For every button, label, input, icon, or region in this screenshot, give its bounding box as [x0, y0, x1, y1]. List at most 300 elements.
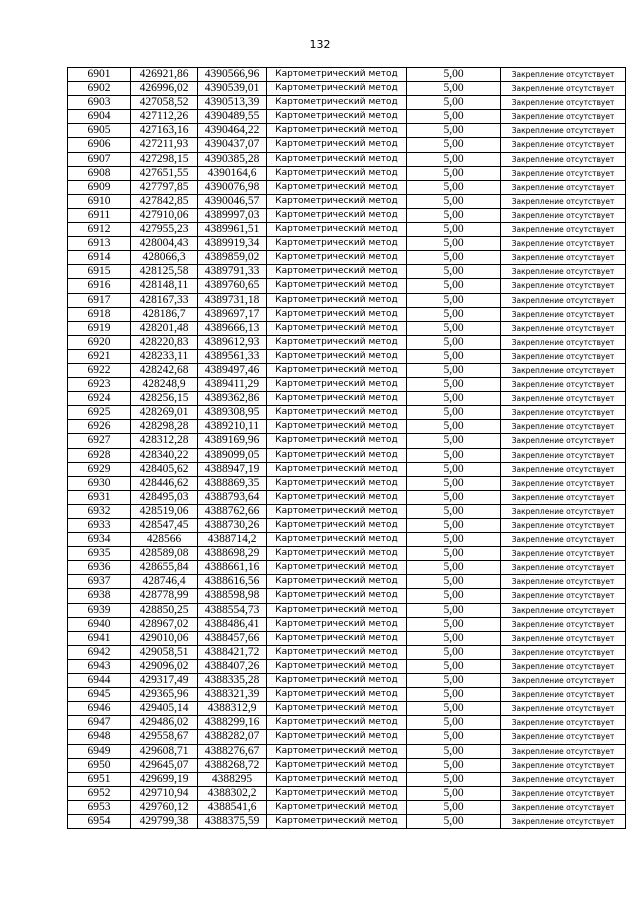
table-row: [68, 406, 626, 420]
y-coordinate-cell: 4389612,93: [198, 335, 267, 349]
table-row: [68, 659, 626, 673]
point-number-cell: 6939: [68, 603, 131, 617]
table-row: [68, 814, 626, 828]
x-coordinate-cell: 427955,23: [131, 223, 198, 237]
accuracy-cell: 5,00: [407, 321, 501, 335]
accuracy-cell: 5,00: [407, 617, 501, 631]
point-number-cell: 6935: [68, 547, 131, 561]
fixation-cell: Закрепление отсутствует: [501, 180, 626, 194]
table-row: [68, 251, 626, 265]
accuracy-cell: 5,00: [407, 378, 501, 392]
point-number-cell: 6941: [68, 631, 131, 645]
x-coordinate-cell: 426996,02: [131, 82, 198, 96]
y-coordinate-cell: 4388407,26: [198, 659, 267, 673]
point-number-cell: 6933: [68, 519, 131, 533]
fixation-cell: Закрепление отсутствует: [501, 490, 626, 504]
point-number-cell: 6903: [68, 96, 131, 110]
y-coordinate-cell: 4388282,07: [198, 730, 267, 744]
fixation-cell: Закрепление отсутствует: [501, 519, 626, 533]
accuracy-cell: 5,00: [407, 716, 501, 730]
fixation-cell: Закрепление отсутствует: [501, 533, 626, 547]
fixation-cell: Закрепление отсутствует: [501, 617, 626, 631]
table-row: [68, 786, 626, 800]
x-coordinate-cell: 428298,28: [131, 420, 198, 434]
fixation-cell: Закрепление отсутствует: [501, 659, 626, 673]
x-coordinate-cell: 428405,62: [131, 462, 198, 476]
y-coordinate-cell: 4389919,34: [198, 237, 267, 251]
accuracy-cell: 5,00: [407, 349, 501, 363]
accuracy-cell: 5,00: [407, 462, 501, 476]
accuracy-cell: 5,00: [407, 448, 501, 462]
table-row: [68, 434, 626, 448]
point-number-cell: 6952: [68, 786, 131, 800]
fixation-cell: Закрепление отсутствует: [501, 575, 626, 589]
fixation-cell: Закрепление отсутствует: [501, 786, 626, 800]
point-number-cell: 6904: [68, 110, 131, 124]
x-coordinate-cell: 429096,02: [131, 659, 198, 673]
y-coordinate-cell: 4389791,33: [198, 265, 267, 279]
fixation-cell: Закрепление отсутствует: [501, 744, 626, 758]
y-coordinate-cell: 4388661,16: [198, 561, 267, 575]
accuracy-cell: 5,00: [407, 392, 501, 406]
table-row: [68, 152, 626, 166]
method-cell: Картометрический метод: [267, 674, 407, 688]
y-coordinate-cell: 4388295: [198, 772, 267, 786]
method-cell: Картометрический метод: [267, 307, 407, 321]
method-cell: Картометрический метод: [267, 96, 407, 110]
fixation-cell: Закрепление отсутствует: [501, 335, 626, 349]
method-cell: Картометрический метод: [267, 124, 407, 138]
fixation-cell: Закрепление отсутствует: [501, 96, 626, 110]
x-coordinate-cell: 428312,28: [131, 434, 198, 448]
table-row: [68, 223, 626, 237]
x-coordinate-cell: 428519,06: [131, 504, 198, 518]
x-coordinate-cell: 428655,84: [131, 561, 198, 575]
method-cell: Картометрический метод: [267, 82, 407, 96]
fixation-cell: Закрепление отсутствует: [501, 208, 626, 222]
fixation-cell: Закрепление отсутствует: [501, 420, 626, 434]
table-row: [68, 208, 626, 222]
method-cell: Картометрический метод: [267, 589, 407, 603]
method-cell: Картометрический метод: [267, 603, 407, 617]
accuracy-cell: 5,00: [407, 208, 501, 222]
y-coordinate-cell: 4388302,2: [198, 786, 267, 800]
point-number-cell: 6916: [68, 279, 131, 293]
accuracy-cell: 5,00: [407, 138, 501, 152]
method-cell: Картометрический метод: [267, 645, 407, 659]
y-coordinate-cell: 4390489,55: [198, 110, 267, 124]
table-row: [68, 561, 626, 575]
y-coordinate-cell: 4390385,28: [198, 152, 267, 166]
y-coordinate-cell: 4390046,57: [198, 194, 267, 208]
point-number-cell: 6914: [68, 251, 131, 265]
fixation-cell: Закрепление отсутствует: [501, 674, 626, 688]
fixation-cell: Закрепление отсутствует: [501, 561, 626, 575]
accuracy-cell: 5,00: [407, 194, 501, 208]
x-coordinate-cell: 429699,19: [131, 772, 198, 786]
table-row: [68, 448, 626, 462]
y-coordinate-cell: 4389760,65: [198, 279, 267, 293]
point-number-cell: 6928: [68, 448, 131, 462]
point-number-cell: 6911: [68, 208, 131, 222]
accuracy-cell: 5,00: [407, 110, 501, 124]
accuracy-cell: 5,00: [407, 575, 501, 589]
accuracy-cell: 5,00: [407, 688, 501, 702]
fixation-cell: Закрепление отсутствует: [501, 194, 626, 208]
y-coordinate-cell: 4388375,59: [198, 814, 267, 828]
point-number-cell: 6917: [68, 293, 131, 307]
accuracy-cell: 5,00: [407, 307, 501, 321]
x-coordinate-cell: 428340,22: [131, 448, 198, 462]
method-cell: Картометрический метод: [267, 166, 407, 180]
table-row: [68, 194, 626, 208]
y-coordinate-cell: 4388335,28: [198, 674, 267, 688]
method-cell: Картометрический метод: [267, 279, 407, 293]
accuracy-cell: 5,00: [407, 645, 501, 659]
accuracy-cell: 5,00: [407, 786, 501, 800]
accuracy-cell: 5,00: [407, 674, 501, 688]
point-number-cell: 6943: [68, 659, 131, 673]
x-coordinate-cell: 426921,86: [131, 68, 198, 82]
accuracy-cell: 5,00: [407, 434, 501, 448]
table-row: [68, 575, 626, 589]
x-coordinate-cell: 428256,15: [131, 392, 198, 406]
point-number-cell: 6949: [68, 744, 131, 758]
fixation-cell: Закрепление отсутствует: [501, 307, 626, 321]
y-coordinate-cell: 4388554,73: [198, 603, 267, 617]
accuracy-cell: 5,00: [407, 758, 501, 772]
fixation-cell: Закрепление отсутствует: [501, 251, 626, 265]
accuracy-cell: 5,00: [407, 124, 501, 138]
fixation-cell: Закрепление отсутствует: [501, 547, 626, 561]
accuracy-cell: 5,00: [407, 490, 501, 504]
point-number-cell: 6947: [68, 716, 131, 730]
method-cell: Картометрический метод: [267, 575, 407, 589]
x-coordinate-cell: 429010,06: [131, 631, 198, 645]
accuracy-cell: 5,00: [407, 533, 501, 547]
point-number-cell: 6915: [68, 265, 131, 279]
accuracy-cell: 5,00: [407, 293, 501, 307]
table-row: [68, 124, 626, 138]
y-coordinate-cell: 4389997,03: [198, 208, 267, 222]
method-cell: Картометрический метод: [267, 730, 407, 744]
table-row: [68, 166, 626, 180]
table-row: [68, 631, 626, 645]
method-cell: Картометрический метод: [267, 547, 407, 561]
fixation-cell: Закрепление отсутствует: [501, 800, 626, 814]
fixation-cell: Закрепление отсутствует: [501, 152, 626, 166]
accuracy-cell: 5,00: [407, 237, 501, 251]
fixation-cell: Закрепление отсутствует: [501, 716, 626, 730]
method-cell: Картометрический метод: [267, 659, 407, 673]
fixation-cell: Закрепление отсутствует: [501, 279, 626, 293]
point-number-cell: 6921: [68, 349, 131, 363]
table-row: [68, 744, 626, 758]
accuracy-cell: 5,00: [407, 68, 501, 82]
y-coordinate-cell: 4388714,2: [198, 533, 267, 547]
accuracy-cell: 5,00: [407, 223, 501, 237]
point-number-cell: 6944: [68, 674, 131, 688]
table-row: [68, 702, 626, 716]
coordinates-table-body: [68, 68, 626, 829]
table-row: [68, 110, 626, 124]
method-cell: Картометрический метод: [267, 448, 407, 462]
point-number-cell: 6954: [68, 814, 131, 828]
y-coordinate-cell: 4389561,33: [198, 349, 267, 363]
fixation-cell: Закрепление отсутствует: [501, 392, 626, 406]
point-number-cell: 6938: [68, 589, 131, 603]
x-coordinate-cell: 428446,62: [131, 476, 198, 490]
method-cell: Картометрический метод: [267, 349, 407, 363]
y-coordinate-cell: 4389497,46: [198, 363, 267, 377]
y-coordinate-cell: 4390464,22: [198, 124, 267, 138]
point-number-cell: 6924: [68, 392, 131, 406]
point-number-cell: 6919: [68, 321, 131, 335]
table-row: [68, 82, 626, 96]
point-number-cell: 6930: [68, 476, 131, 490]
point-number-cell: 6945: [68, 688, 131, 702]
accuracy-cell: 5,00: [407, 279, 501, 293]
method-cell: Картометрический метод: [267, 758, 407, 772]
y-coordinate-cell: 4389210,11: [198, 420, 267, 434]
point-number-cell: 6934: [68, 533, 131, 547]
accuracy-cell: 5,00: [407, 420, 501, 434]
table-row: [68, 279, 626, 293]
y-coordinate-cell: 4389362,86: [198, 392, 267, 406]
method-cell: Картометрический метод: [267, 293, 407, 307]
fixation-cell: Закрепление отсутствует: [501, 772, 626, 786]
point-number-cell: 6937: [68, 575, 131, 589]
point-number-cell: 6931: [68, 490, 131, 504]
point-number-cell: 6932: [68, 504, 131, 518]
fixation-cell: Закрепление отсутствует: [501, 265, 626, 279]
x-coordinate-cell: 429058,51: [131, 645, 198, 659]
x-coordinate-cell: 429365,96: [131, 688, 198, 702]
y-coordinate-cell: 4390566,96: [198, 68, 267, 82]
accuracy-cell: 5,00: [407, 631, 501, 645]
method-cell: Картометрический метод: [267, 519, 407, 533]
fixation-cell: Закрепление отсутствует: [501, 688, 626, 702]
point-number-cell: 6909: [68, 180, 131, 194]
accuracy-cell: 5,00: [407, 152, 501, 166]
fixation-cell: Закрепление отсутствует: [501, 349, 626, 363]
y-coordinate-cell: 4390513,39: [198, 96, 267, 110]
point-number-cell: 6927: [68, 434, 131, 448]
table-row: [68, 589, 626, 603]
y-coordinate-cell: 4388486,41: [198, 617, 267, 631]
method-cell: Картометрический метод: [267, 406, 407, 420]
x-coordinate-cell: 428746,4: [131, 575, 198, 589]
accuracy-cell: 5,00: [407, 406, 501, 420]
point-number-cell: 6951: [68, 772, 131, 786]
y-coordinate-cell: 4388616,56: [198, 575, 267, 589]
x-coordinate-cell: 429799,38: [131, 814, 198, 828]
table-row: [68, 138, 626, 152]
accuracy-cell: 5,00: [407, 744, 501, 758]
method-cell: Картометрический метод: [267, 194, 407, 208]
method-cell: Картометрический метод: [267, 462, 407, 476]
table-row: [68, 321, 626, 335]
x-coordinate-cell: 429645,07: [131, 758, 198, 772]
x-coordinate-cell: 427797,85: [131, 180, 198, 194]
table-row: [68, 519, 626, 533]
fixation-cell: Закрепление отсутствует: [501, 223, 626, 237]
x-coordinate-cell: 428248,9: [131, 378, 198, 392]
x-coordinate-cell: 427842,85: [131, 194, 198, 208]
fixation-cell: Закрепление отсутствует: [501, 448, 626, 462]
method-cell: Картометрический метод: [267, 814, 407, 828]
y-coordinate-cell: 4389961,51: [198, 223, 267, 237]
method-cell: Картометрический метод: [267, 321, 407, 335]
method-cell: Картометрический метод: [267, 772, 407, 786]
accuracy-cell: 5,00: [407, 96, 501, 110]
point-number-cell: 6918: [68, 307, 131, 321]
accuracy-cell: 5,00: [407, 519, 501, 533]
fixation-cell: Закрепление отсутствует: [501, 631, 626, 645]
x-coordinate-cell: 428186,7: [131, 307, 198, 321]
point-number-cell: 6907: [68, 152, 131, 166]
fixation-cell: Закрепление отсутствует: [501, 363, 626, 377]
table-row: [68, 547, 626, 561]
y-coordinate-cell: 4390076,98: [198, 180, 267, 194]
x-coordinate-cell: 428589,08: [131, 547, 198, 561]
fixation-cell: Закрепление отсутствует: [501, 603, 626, 617]
method-cell: Картометрический метод: [267, 251, 407, 265]
x-coordinate-cell: 428778,99: [131, 589, 198, 603]
y-coordinate-cell: 4389411,29: [198, 378, 267, 392]
x-coordinate-cell: 428495,03: [131, 490, 198, 504]
y-coordinate-cell: 4388312,9: [198, 702, 267, 716]
x-coordinate-cell: 428967,02: [131, 617, 198, 631]
fixation-cell: Закрепление отсутствует: [501, 321, 626, 335]
point-number-cell: 6946: [68, 702, 131, 716]
method-cell: Картометрический метод: [267, 561, 407, 575]
accuracy-cell: 5,00: [407, 504, 501, 518]
table-row: [68, 349, 626, 363]
method-cell: Картометрический метод: [267, 744, 407, 758]
x-coordinate-cell: 428066,3: [131, 251, 198, 265]
accuracy-cell: 5,00: [407, 476, 501, 490]
table-row: [68, 462, 626, 476]
method-cell: Картометрический метод: [267, 800, 407, 814]
fixation-cell: Закрепление отсутствует: [501, 476, 626, 490]
fixation-cell: Закрепление отсутствует: [501, 293, 626, 307]
y-coordinate-cell: 4388299,16: [198, 716, 267, 730]
method-cell: Картометрический метод: [267, 237, 407, 251]
point-number-cell: 6902: [68, 82, 131, 96]
method-cell: Картометрический метод: [267, 223, 407, 237]
y-coordinate-cell: 4388793,64: [198, 490, 267, 504]
accuracy-cell: 5,00: [407, 82, 501, 96]
y-coordinate-cell: 4388762,66: [198, 504, 267, 518]
y-coordinate-cell: 4388698,29: [198, 547, 267, 561]
fixation-cell: Закрепление отсутствует: [501, 504, 626, 518]
method-cell: Картометрический метод: [267, 434, 407, 448]
method-cell: Картометрический метод: [267, 208, 407, 222]
table-row: [68, 265, 626, 279]
table-row: [68, 363, 626, 377]
point-number-cell: 6940: [68, 617, 131, 631]
accuracy-cell: 5,00: [407, 702, 501, 716]
x-coordinate-cell: 428167,33: [131, 293, 198, 307]
x-coordinate-cell: 428566: [131, 533, 198, 547]
point-number-cell: 6920: [68, 335, 131, 349]
fixation-cell: Закрепление отсутствует: [501, 406, 626, 420]
table-row: [68, 96, 626, 110]
point-number-cell: 6912: [68, 223, 131, 237]
point-number-cell: 6953: [68, 800, 131, 814]
x-coordinate-cell: 428125,58: [131, 265, 198, 279]
accuracy-cell: 5,00: [407, 363, 501, 377]
x-coordinate-cell: 428233,11: [131, 349, 198, 363]
point-number-cell: 6922: [68, 363, 131, 377]
x-coordinate-cell: 428547,45: [131, 519, 198, 533]
x-coordinate-cell: 427211,93: [131, 138, 198, 152]
table-row: [68, 772, 626, 786]
y-coordinate-cell: 4390539,01: [198, 82, 267, 96]
y-coordinate-cell: 4388276,67: [198, 744, 267, 758]
accuracy-cell: 5,00: [407, 561, 501, 575]
y-coordinate-cell: 4389099,05: [198, 448, 267, 462]
table-row: [68, 378, 626, 392]
table-row: [68, 758, 626, 772]
table-row: [68, 392, 626, 406]
point-number-cell: 6929: [68, 462, 131, 476]
accuracy-cell: 5,00: [407, 547, 501, 561]
method-cell: Картометрический метод: [267, 152, 407, 166]
method-cell: Картометрический метод: [267, 138, 407, 152]
point-number-cell: 6926: [68, 420, 131, 434]
accuracy-cell: 5,00: [407, 772, 501, 786]
table-row: [68, 800, 626, 814]
point-number-cell: 6950: [68, 758, 131, 772]
point-number-cell: 6910: [68, 194, 131, 208]
method-cell: Картометрический метод: [267, 335, 407, 349]
accuracy-cell: 5,00: [407, 589, 501, 603]
y-coordinate-cell: 4388457,66: [198, 631, 267, 645]
y-coordinate-cell: 4389731,18: [198, 293, 267, 307]
x-coordinate-cell: 428004,43: [131, 237, 198, 251]
fixation-cell: Закрепление отсутствует: [501, 82, 626, 96]
fixation-cell: Закрепление отсутствует: [501, 702, 626, 716]
method-cell: Картометрический метод: [267, 533, 407, 547]
accuracy-cell: 5,00: [407, 251, 501, 265]
table-row: [68, 180, 626, 194]
method-cell: Картометрический метод: [267, 786, 407, 800]
method-cell: Картометрический метод: [267, 504, 407, 518]
y-coordinate-cell: 4388541,6: [198, 800, 267, 814]
method-cell: Картометрический метод: [267, 110, 407, 124]
method-cell: Картометрический метод: [267, 490, 407, 504]
y-coordinate-cell: 4388730,26: [198, 519, 267, 533]
y-coordinate-cell: 4388869,35: [198, 476, 267, 490]
accuracy-cell: 5,00: [407, 265, 501, 279]
y-coordinate-cell: 4388598,98: [198, 589, 267, 603]
x-coordinate-cell: 429317,49: [131, 674, 198, 688]
table-row: [68, 674, 626, 688]
fixation-cell: Закрепление отсутствует: [501, 237, 626, 251]
x-coordinate-cell: 429710,94: [131, 786, 198, 800]
x-coordinate-cell: 429405,14: [131, 702, 198, 716]
point-number-cell: 6925: [68, 406, 131, 420]
point-number-cell: 6913: [68, 237, 131, 251]
method-cell: Картометрический метод: [267, 617, 407, 631]
accuracy-cell: 5,00: [407, 814, 501, 828]
table-row: [68, 645, 626, 659]
method-cell: Картометрический метод: [267, 180, 407, 194]
point-number-cell: 6942: [68, 645, 131, 659]
method-cell: Картометрический метод: [267, 392, 407, 406]
